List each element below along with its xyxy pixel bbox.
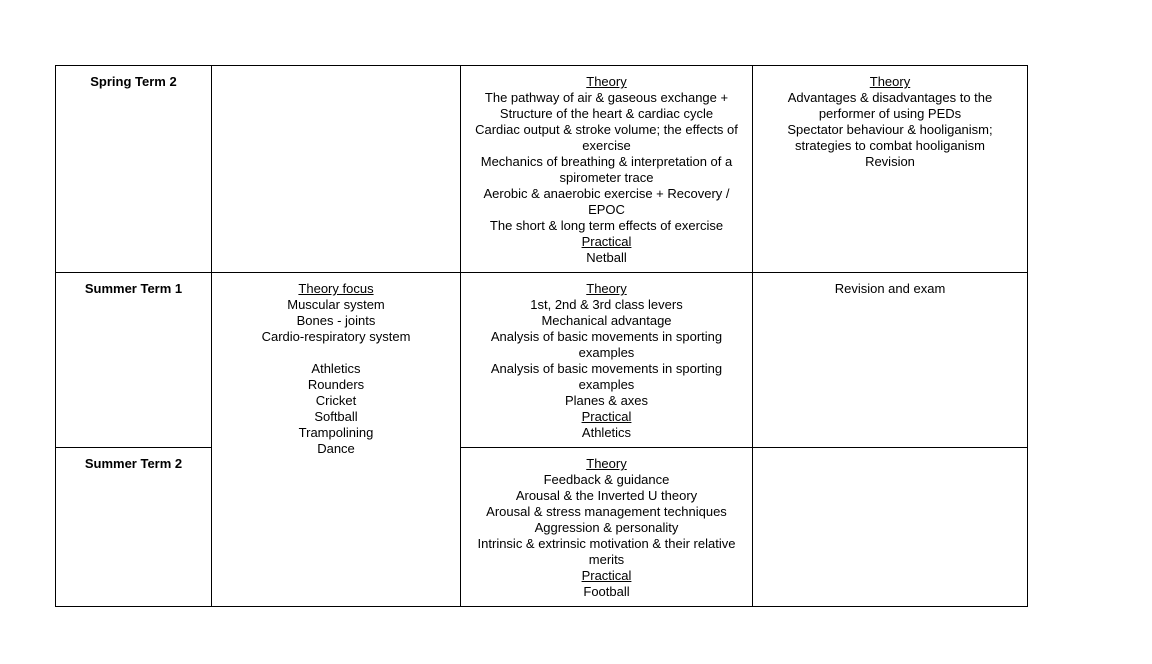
activity-item: Dance bbox=[317, 441, 355, 456]
topic-line: Planes & axes bbox=[564, 393, 649, 408]
topic-line: EPOC bbox=[588, 202, 625, 217]
practical-activity: Football bbox=[583, 584, 630, 599]
topic-line: performer of using PEDs bbox=[818, 106, 962, 121]
activity-item: Rounders bbox=[307, 377, 365, 392]
topic-line: spirometer trace bbox=[559, 170, 654, 185]
theory-focus-heading: Theory focus bbox=[298, 281, 374, 296]
cell-spring2-theory-2 bbox=[753, 66, 1028, 273]
spacer bbox=[218, 345, 454, 361]
topic-line: Arousal & the Inverted U theory bbox=[515, 488, 698, 503]
topic-line: Arousal & stress management techniques bbox=[486, 504, 727, 519]
practical-activity: Netball bbox=[586, 250, 627, 265]
term-label-summer-1: Summer Term 1 bbox=[56, 273, 212, 448]
practical-activity: Athletics bbox=[581, 425, 632, 440]
activity-item: Softball bbox=[314, 409, 358, 424]
topic-line: Cardio-respiratory system bbox=[261, 329, 411, 344]
row-summer-term-2 bbox=[56, 448, 1028, 607]
theory-heading: Theory bbox=[586, 456, 627, 471]
term-label-summer-2: Summer Term 2 bbox=[56, 448, 212, 607]
topic-line: 1st, 2nd & 3rd class levers bbox=[530, 297, 683, 312]
topic-line: strategies to combat hooliganism bbox=[794, 138, 986, 153]
topic-line: Revision bbox=[865, 154, 915, 169]
topic-line: Aerobic & anaerobic exercise + Recovery / bbox=[483, 186, 730, 201]
topic-line: The pathway of air & gaseous exchange + bbox=[484, 90, 729, 105]
term-label-spring-2: Spring Term 2 bbox=[56, 66, 212, 273]
topic-line: Feedback & guidance bbox=[543, 472, 670, 487]
topic-line: Bones - joints bbox=[296, 313, 376, 328]
theory-heading: Theory bbox=[586, 74, 627, 89]
practical-heading: Practical bbox=[581, 568, 632, 583]
topic-line: examples bbox=[578, 345, 635, 360]
topic-line: Analysis of basic movements in sporting bbox=[490, 329, 723, 344]
practical-heading: Practical bbox=[581, 409, 632, 424]
topic-line: Analysis of basic movements in sporting bbox=[490, 361, 723, 376]
topic-line: Muscular system bbox=[287, 297, 385, 312]
row-summer-term-1 bbox=[56, 273, 1028, 448]
topic-line: Intrinsic & extrinsic motivation & their relative bbox=[477, 536, 736, 551]
curriculum-table bbox=[55, 65, 1028, 607]
topic-line: Aggression & personality bbox=[534, 520, 679, 535]
topic-line: Structure of the heart & cardiac cycle bbox=[499, 106, 714, 121]
empty-cell bbox=[753, 448, 1028, 607]
topic-line: Mechanics of breathing & interpretation of a bbox=[480, 154, 733, 169]
activity-item: Cricket bbox=[315, 393, 357, 408]
topic-line: merits bbox=[588, 552, 625, 567]
cell-summer-theory-focus bbox=[212, 273, 461, 607]
topic-line: examples bbox=[578, 377, 635, 392]
topic-line: Advantages & disadvantages to the bbox=[787, 90, 993, 105]
theory-heading: Theory bbox=[869, 74, 911, 89]
row-spring-term-2 bbox=[56, 66, 1028, 273]
cell-summer1-theory bbox=[461, 273, 753, 448]
practical-heading: Practical bbox=[581, 234, 632, 249]
empty-cell bbox=[212, 66, 461, 273]
revision-text: Revision and exam bbox=[834, 281, 946, 296]
activity-item: Athletics bbox=[311, 361, 361, 376]
activity-item: Trampolining bbox=[298, 425, 374, 440]
cell-summer2-theory bbox=[461, 448, 753, 607]
topic-line: Spectator behaviour & hooliganism; bbox=[787, 122, 993, 137]
topic-line: exercise bbox=[582, 138, 631, 153]
theory-heading: Theory bbox=[586, 281, 627, 296]
cell-spring2-theory bbox=[461, 66, 753, 273]
cell-summer1-revision bbox=[753, 273, 1028, 448]
topic-line: The short & long term effects of exercise bbox=[489, 218, 724, 233]
topic-line: Cardiac output & stroke volume; the effects of bbox=[475, 122, 738, 137]
topic-line: Mechanical advantage bbox=[541, 313, 672, 328]
